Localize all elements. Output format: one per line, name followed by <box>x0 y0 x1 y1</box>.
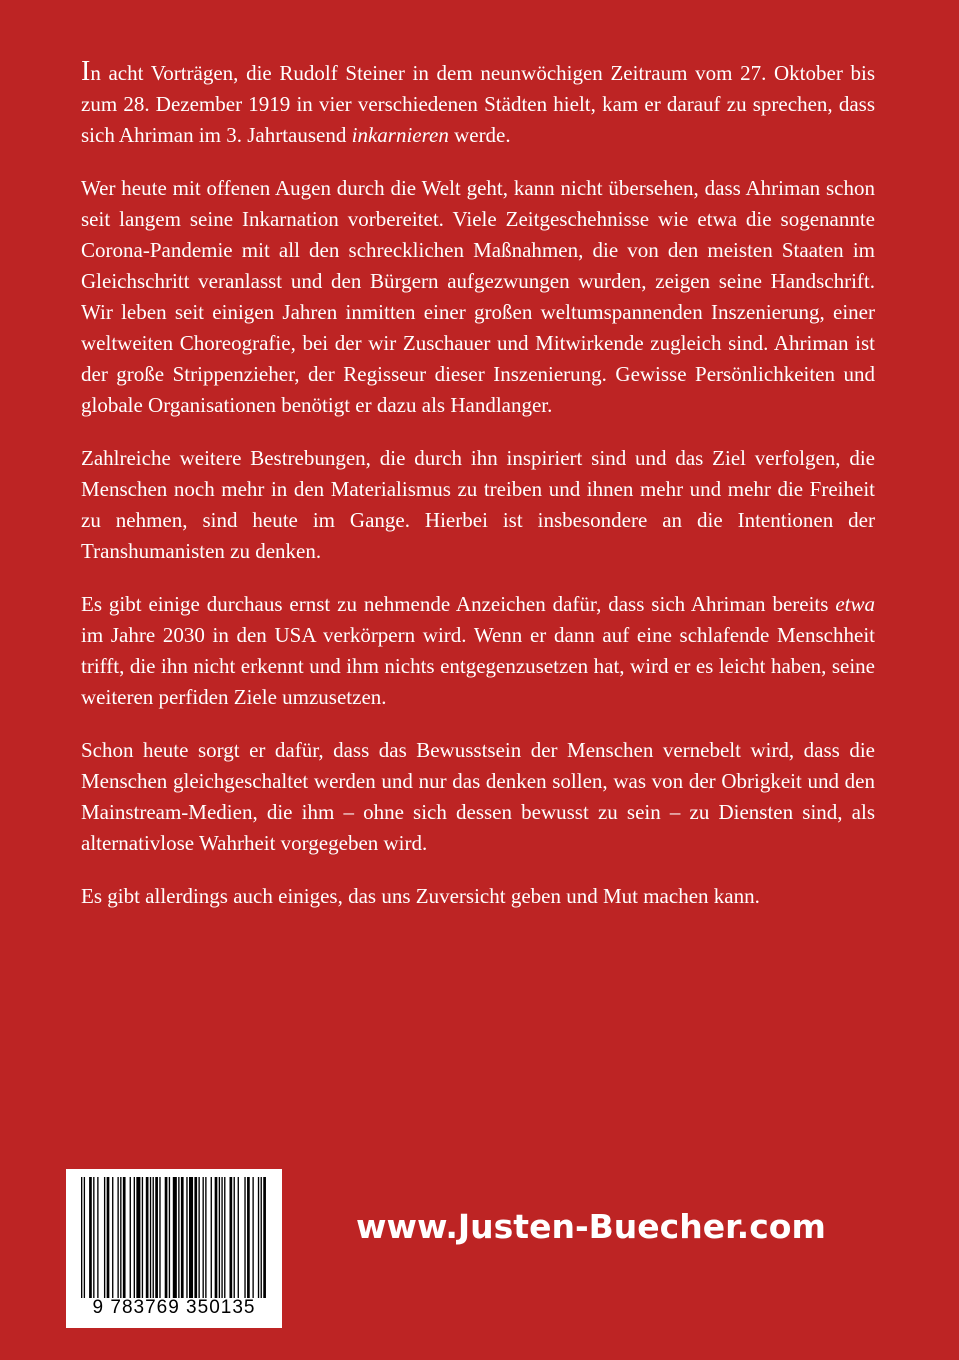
paragraph-1-tail: werde. <box>448 123 511 147</box>
barcode-bar <box>112 1177 113 1298</box>
barcode-bar <box>146 1177 149 1298</box>
paragraph-5: Schon heute sorgt er dafür, dass das Bewusstsein der Menschen vernebelt wird, dass die Menschen gleichgeschaltet werden und nur das denken sollen, was von der Obrigkeit und den Mainstream-Medien, die ihm – ohne sich dessen bewusst zu sein – zu Diensten sind, als alternativlose Wahrheit vorgegeben wird. <box>81 738 875 855</box>
barcode-bar <box>130 1177 131 1298</box>
barcode-bar <box>221 1177 222 1298</box>
barcode-bar <box>238 1177 239 1298</box>
blurb-text <box>81 56 875 934</box>
barcode-bar <box>244 1177 245 1298</box>
barcode-bar <box>81 1177 82 1298</box>
barcode-bar <box>89 1177 92 1298</box>
barcode-bar <box>252 1177 253 1298</box>
barcode-bar <box>211 1177 212 1298</box>
barcode-bar <box>84 1177 85 1298</box>
barcode-bar <box>150 1177 151 1298</box>
barcode-bar <box>169 1177 170 1298</box>
barcode-bar <box>186 1177 187 1298</box>
barcode-bar <box>263 1177 266 1298</box>
barcode-bar <box>189 1177 193 1298</box>
barcode-bar <box>261 1177 262 1298</box>
barcode-bar <box>159 1177 160 1298</box>
barcode-bar <box>107 1177 110 1298</box>
barcode-bar <box>153 1177 154 1298</box>
publisher-website: www.Justen-Buecher.com <box>356 1207 826 1246</box>
isbn-digits: 9 783769 350135 <box>92 1297 256 1318</box>
barcode-bar <box>178 1177 179 1298</box>
barcode-bar <box>136 1177 140 1298</box>
paragraph-4 <box>81 589 875 713</box>
barcode-bar <box>203 1177 204 1298</box>
barcode-bar <box>234 1177 235 1298</box>
paragraph-1-text: n acht Vorträgen, die Rudolf Steiner in dem neunwöchigen Zeitraum vom 27. Oktober bis zum 28. Dezember 1919 in vier verschiedenen Städten hielt, kam er darauf zu sprechen, dass sich Ahriman im 3. Jahrtausend <box>81 61 875 147</box>
paragraph-1 <box>81 56 875 151</box>
paragraph-4-pre: Es gibt einige durchaus ernst zu nehmende Anzeichen dafür, dass sich Ahriman bereits <box>81 592 836 616</box>
barcode-bar <box>123 1177 126 1298</box>
barcode-bar <box>230 1177 233 1298</box>
barcode-bar <box>205 1177 206 1298</box>
barcode-bar <box>134 1177 135 1298</box>
barcode-bar <box>120 1177 121 1298</box>
paragraph-4-post: im Jahre 2030 in den USA verkörpern wird. Wenn er dann auf eine schlafende Menschheit trifft, die ihn nicht erkennt und ihm nichts entgegenzusetzen hat, wird er es leicht haben, seine weiteren perfiden Ziele umzusetzen. <box>81 623 875 709</box>
barcode-bar <box>198 1177 199 1298</box>
paragraph-3: Zahlreiche weitere Bestrebungen, die durch ihn inspiriert sind und das Ziel verfolgen, die Menschen noch mehr in den Materialismus zu treiben und ihnen mehr und mehr die Freiheit zu nehmen, sind heute im Gange. Hierbei ist insbesondere an die Intentionen der Transhumanisten zu denken. <box>81 446 875 563</box>
drop-cap: I <box>81 56 91 87</box>
barcode-bar <box>247 1177 250 1298</box>
barcode-bar <box>194 1177 197 1298</box>
barcode-bar <box>258 1177 259 1298</box>
barcode-bar <box>142 1177 143 1298</box>
barcode-bar <box>155 1177 158 1298</box>
barcode-bars-graphic <box>81 1177 269 1298</box>
paragraph-4-emphasis: etwa <box>835 592 875 616</box>
barcode-bar <box>181 1177 184 1298</box>
barcode-bar <box>215 1177 218 1298</box>
barcode-bar <box>117 1177 118 1298</box>
paragraph-1-emphasis: inkarnieren <box>351 123 449 147</box>
barcode-bar <box>104 1177 105 1298</box>
barcode <box>66 1169 282 1328</box>
paragraph-2: Wer heute mit offenen Augen durch die Welt geht, kann nicht übersehen, dass Ahriman schon seit langem seine Inkarnation vorbereitet. Viele Zeitgeschehnisse wie etwa die sogenannte Corona-Pandemie mit all den schrecklichen Maßnahmen, die von den meisten Staaten im Gleichschritt veranlasst und den Bürgern aufgezwungen wurden, zeigen seine Handschrift. Wir leben seit einigen Jahren inmitten einer großen weltumspannenden Inszenierung, einer weltweiten Choreografie, bei der wir Zuschauer und Mitwirkende zugleich sind. Ahriman ist der große Strippenzieher, der Regisseur dieser Inszenierung. Gewisse Persönlichkeiten und globale Organisationen benötigt er dazu als Handlanger. <box>81 176 875 417</box>
barcode-bar <box>97 1177 98 1298</box>
barcode-bar <box>219 1177 220 1298</box>
barcode-bar <box>93 1177 94 1298</box>
paragraph-6: Es gibt allerdings auch einiges, das uns Zuversicht geben und Mut machen kann. <box>81 884 760 908</box>
barcode-bar <box>165 1177 168 1298</box>
barcode-bar <box>173 1177 177 1298</box>
barcode-bar <box>224 1177 225 1298</box>
